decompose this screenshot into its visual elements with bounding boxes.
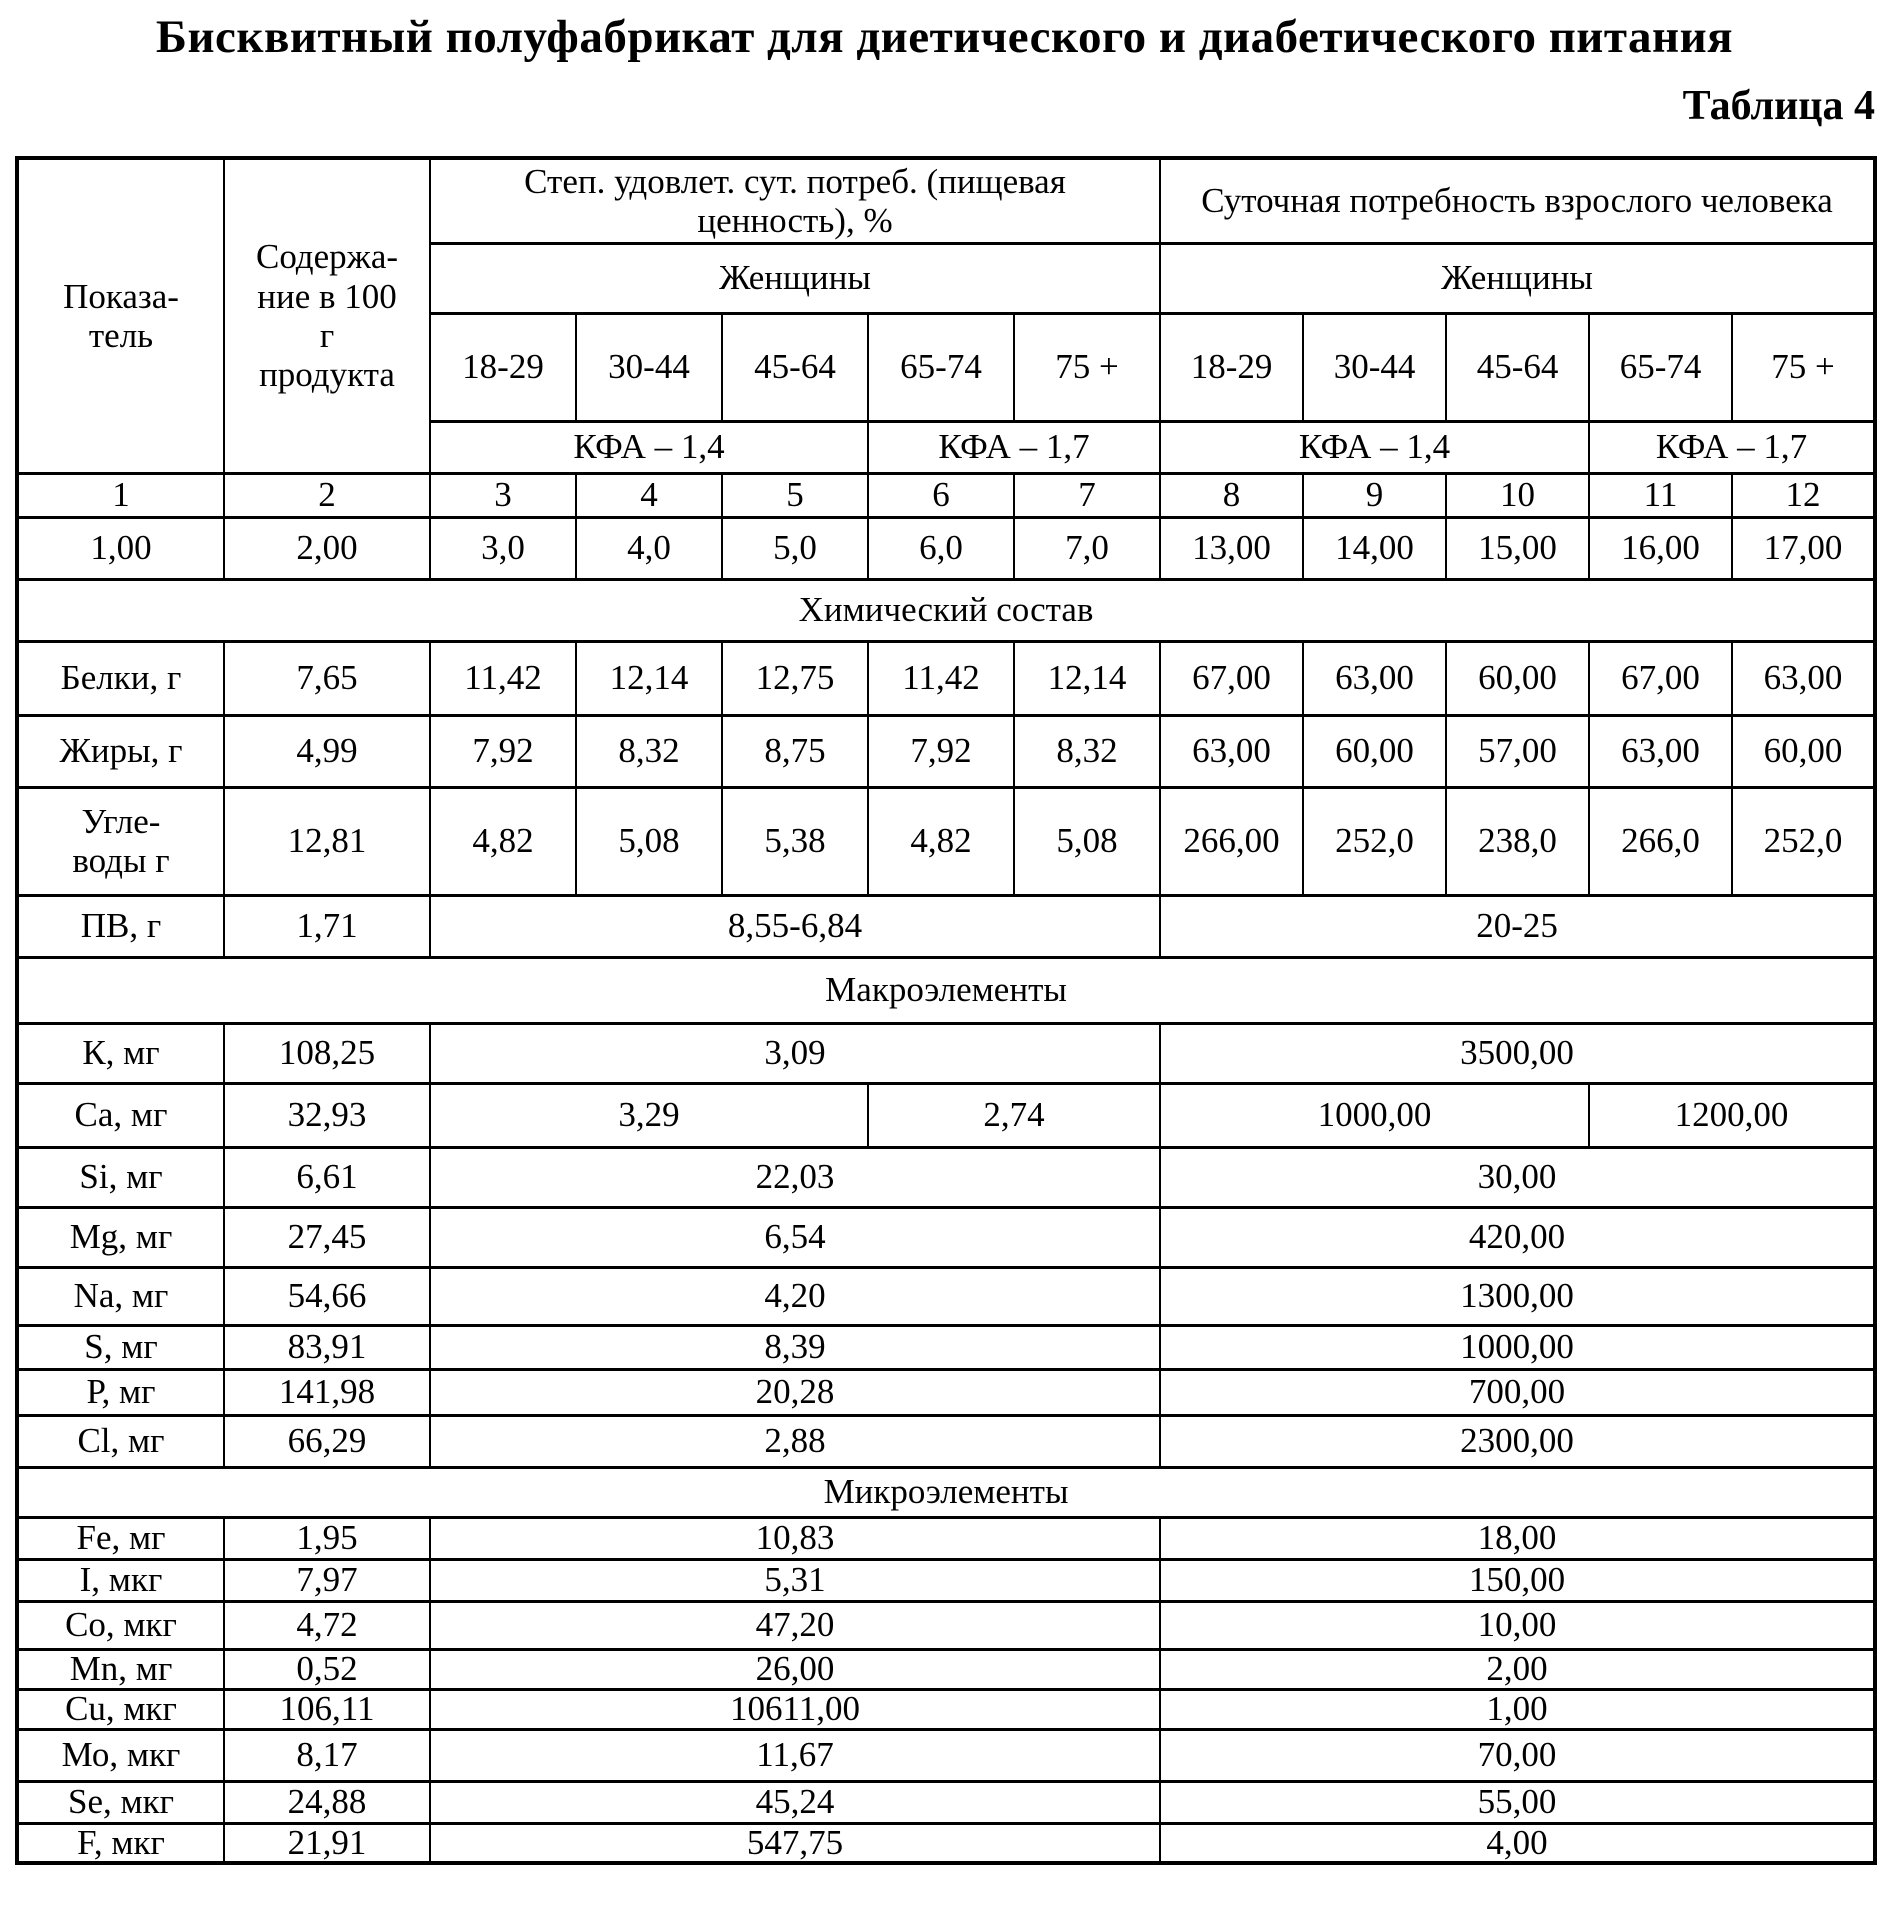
kfa-header: КФА – 1,7: [1589, 421, 1875, 473]
content-value-cell: 27,45: [224, 1207, 430, 1267]
value-cell: 7,92: [868, 715, 1014, 787]
value-cell: 67,00: [1589, 641, 1732, 715]
table-row-se: [17, 1781, 1875, 1823]
value-cell: 266,0: [1589, 787, 1732, 895]
span-value-cell: 1200,00: [1589, 1083, 1875, 1147]
column-code-cell: 14,00: [1303, 517, 1446, 579]
value-cell: 266,00: [1160, 787, 1303, 895]
span-value-cell: 55,00: [1160, 1781, 1875, 1823]
value-cell: 63,00: [1160, 715, 1303, 787]
value-cell: 7,92: [430, 715, 576, 787]
column-code-cell: 6,0: [868, 517, 1014, 579]
column-number-cell: 5: [722, 473, 868, 517]
document-title: Бисквитный полуфабрикат для диетического и диабетического питания: [155, 11, 1734, 63]
content-value-cell: 1,95: [224, 1517, 430, 1559]
age-header: 30-44: [576, 313, 722, 421]
span-value-cell: 20,28: [430, 1369, 1160, 1415]
content-value-cell: 4,99: [224, 715, 430, 787]
value-cell: 63,00: [1732, 641, 1875, 715]
span-value-cell: 30,00: [1160, 1147, 1875, 1207]
row-label-cell: Со, мкг: [17, 1601, 224, 1649]
span-value-cell: 547,75: [430, 1823, 1160, 1863]
table-row-cu: [17, 1689, 1875, 1729]
age-header: 18-29: [430, 313, 576, 421]
value-cell: 8,32: [1014, 715, 1160, 787]
value-cell: 5,38: [722, 787, 868, 895]
span-value-cell: 2,74: [868, 1083, 1160, 1147]
table-row-mg: [17, 1207, 1875, 1267]
span-value-cell: 18,00: [1160, 1517, 1875, 1559]
table-row-cl: [17, 1415, 1875, 1467]
section-header-chemical: Химический состав: [17, 579, 1875, 641]
content-value-cell: 4,72: [224, 1601, 430, 1649]
column-number-cell: 8: [1160, 473, 1303, 517]
row-label-cell: Мо, мкг: [17, 1729, 224, 1781]
women-header-left: Женщины: [430, 243, 1160, 313]
column-code-cell: 1,00: [17, 517, 224, 579]
span-value-cell: 2,00: [1160, 1649, 1875, 1689]
column-code-cell: 4,0: [576, 517, 722, 579]
span-value-cell: 2300,00: [1160, 1415, 1875, 1467]
column-numbers-row: [17, 473, 1875, 517]
column-code-cell: 15,00: [1446, 517, 1589, 579]
age-header: 75 +: [1732, 313, 1875, 421]
column-number-cell: 12: [1732, 473, 1875, 517]
age-header: 45-64: [722, 313, 868, 421]
content-value-cell: 7,65: [224, 641, 430, 715]
content-value-cell: 141,98: [224, 1369, 430, 1415]
span-value-cell: 5,31: [430, 1559, 1160, 1601]
column-number-cell: 10: [1446, 473, 1589, 517]
column-number-cell: 9: [1303, 473, 1446, 517]
column-number-cell: 6: [868, 473, 1014, 517]
satisfaction-group-header: Степ. удовлет. сут. потреб. (пищевая ценность), %: [430, 158, 1160, 243]
span-value-cell: 3500,00: [1160, 1023, 1875, 1083]
row-label-cell: Se, мкг: [17, 1781, 224, 1823]
table-row-i: [17, 1559, 1875, 1601]
section-row-chemical: [17, 579, 1875, 641]
row-label-cell: Cl, мг: [17, 1415, 224, 1467]
content-value-cell: 6,61: [224, 1147, 430, 1207]
span-value-cell: 8,39: [430, 1325, 1160, 1369]
span-value-cell: 10,00: [1160, 1601, 1875, 1649]
column-code-cell: 2,00: [224, 517, 430, 579]
value-cell: 12,14: [576, 641, 722, 715]
row-label-cell: I, мкг: [17, 1559, 224, 1601]
section-header-micro: Микроэлементы: [17, 1467, 1875, 1517]
value-cell: 4,82: [868, 787, 1014, 895]
column-code-cell: 13,00: [1160, 517, 1303, 579]
table-row-si: [17, 1147, 1875, 1207]
value-cell: 63,00: [1303, 641, 1446, 715]
content-value-cell: 106,11: [224, 1689, 430, 1729]
table-row-k: [17, 1023, 1875, 1083]
value-cell: 5,08: [576, 787, 722, 895]
nutrition-table: [15, 156, 1877, 1865]
span-value-cell: 700,00: [1160, 1369, 1875, 1415]
span-value-cell: 6,54: [430, 1207, 1160, 1267]
table-row-zhiry: [17, 715, 1875, 787]
section-row-micro: [17, 1467, 1875, 1517]
span-value-cell: 10,83: [430, 1517, 1160, 1559]
header-row-groups: [17, 158, 1875, 243]
column-number-cell: 1: [17, 473, 224, 517]
value-cell: 252,0: [1732, 787, 1875, 895]
age-header: 18-29: [1160, 313, 1303, 421]
kfa-header: КФА – 1,4: [430, 421, 868, 473]
content-header: Содержа- ние в 100 г продукта: [224, 158, 430, 473]
table-number-label: Таблица 4: [1682, 83, 1875, 129]
span-value-cell: 3,09: [430, 1023, 1160, 1083]
table-row-mn: [17, 1649, 1875, 1689]
column-codes-row: [17, 517, 1875, 579]
value-cell: 11,42: [430, 641, 576, 715]
row-label-cell: Cu, мкг: [17, 1689, 224, 1729]
women-header-right: Женщины: [1160, 243, 1875, 313]
value-cell: 60,00: [1732, 715, 1875, 787]
age-header: 65-74: [1589, 313, 1732, 421]
span-value-cell: 3,29: [430, 1083, 868, 1147]
section-row-macro: [17, 957, 1875, 1023]
span-value-cell: 20-25: [1160, 895, 1875, 957]
span-value-cell: 47,20: [430, 1601, 1160, 1649]
row-label-cell: ПВ, г: [17, 895, 224, 957]
row-label-cell: Р, мг: [17, 1369, 224, 1415]
age-header: 30-44: [1303, 313, 1446, 421]
span-value-cell: 1300,00: [1160, 1267, 1875, 1325]
value-cell: 4,82: [430, 787, 576, 895]
column-code-cell: 7,0: [1014, 517, 1160, 579]
table-row-mo: [17, 1729, 1875, 1781]
content-value-cell: 83,91: [224, 1325, 430, 1369]
span-value-cell: 8,55-6,84: [430, 895, 1160, 957]
span-value-cell: 22,03: [430, 1147, 1160, 1207]
row-label-cell: Mg, мг: [17, 1207, 224, 1267]
table-row-uglevody: [17, 787, 1875, 895]
span-value-cell: 11,67: [430, 1729, 1160, 1781]
table-row-pv: [17, 895, 1875, 957]
row-label-cell: Si, мг: [17, 1147, 224, 1207]
table-row-f: [17, 1823, 1875, 1863]
column-code-cell: 16,00: [1589, 517, 1732, 579]
value-cell: 12,75: [722, 641, 868, 715]
span-value-cell: 26,00: [430, 1649, 1160, 1689]
section-header-macro: Макроэлементы: [17, 957, 1875, 1023]
span-value-cell: 420,00: [1160, 1207, 1875, 1267]
daily-need-group-header: Суточная потребность взрослого человека: [1160, 158, 1875, 243]
row-label-cell: S, мг: [17, 1325, 224, 1369]
value-cell: 8,32: [576, 715, 722, 787]
content-value-cell: 7,97: [224, 1559, 430, 1601]
row-label-cell: Жиры, г: [17, 715, 224, 787]
span-value-cell: 1000,00: [1160, 1083, 1589, 1147]
column-code-cell: 17,00: [1732, 517, 1875, 579]
content-value-cell: 21,91: [224, 1823, 430, 1863]
value-cell: 12,14: [1014, 641, 1160, 715]
kfa-header: КФА – 1,7: [868, 421, 1160, 473]
content-value-cell: 54,66: [224, 1267, 430, 1325]
value-cell: 57,00: [1446, 715, 1589, 787]
value-cell: 5,08: [1014, 787, 1160, 895]
value-cell: 60,00: [1303, 715, 1446, 787]
value-cell: 11,42: [868, 641, 1014, 715]
column-number-cell: 7: [1014, 473, 1160, 517]
kfa-header: КФА – 1,4: [1160, 421, 1589, 473]
span-value-cell: 70,00: [1160, 1729, 1875, 1781]
span-value-cell: 1000,00: [1160, 1325, 1875, 1369]
table-row-na: [17, 1267, 1875, 1325]
content-value-cell: 12,81: [224, 787, 430, 895]
age-header: 65-74: [868, 313, 1014, 421]
value-cell: 252,0: [1303, 787, 1446, 895]
value-cell: 60,00: [1446, 641, 1589, 715]
indicator-header: Показа- тель: [17, 158, 224, 473]
span-value-cell: 4,00: [1160, 1823, 1875, 1863]
content-value-cell: 66,29: [224, 1415, 430, 1467]
span-value-cell: 4,20: [430, 1267, 1160, 1325]
table-row-ca: [17, 1083, 1875, 1147]
column-number-cell: 3: [430, 473, 576, 517]
content-value-cell: 32,93: [224, 1083, 430, 1147]
span-value-cell: 45,24: [430, 1781, 1160, 1823]
age-header: 45-64: [1446, 313, 1589, 421]
row-label-cell: Na, мг: [17, 1267, 224, 1325]
value-cell: 67,00: [1160, 641, 1303, 715]
row-label-cell: К, мг: [17, 1023, 224, 1083]
content-value-cell: 1,71: [224, 895, 430, 957]
table-row-belki: [17, 641, 1875, 715]
table-row-p: [17, 1369, 1875, 1415]
value-cell: 8,75: [722, 715, 868, 787]
content-value-cell: 24,88: [224, 1781, 430, 1823]
content-value-cell: 8,17: [224, 1729, 430, 1781]
column-number-cell: 4: [576, 473, 722, 517]
table-row-co: [17, 1601, 1875, 1649]
value-cell: 238,0: [1446, 787, 1589, 895]
row-label-cell: Угле- воды г: [17, 787, 224, 895]
row-label-cell: Fe, мг: [17, 1517, 224, 1559]
table-row-s: [17, 1325, 1875, 1369]
row-label-cell: Mn, мг: [17, 1649, 224, 1689]
column-code-cell: 5,0: [722, 517, 868, 579]
span-value-cell: 1,00: [1160, 1689, 1875, 1729]
row-label-cell: Са, мг: [17, 1083, 224, 1147]
age-header: 75 +: [1014, 313, 1160, 421]
content-value-cell: 0,52: [224, 1649, 430, 1689]
value-cell: 63,00: [1589, 715, 1732, 787]
span-value-cell: 2,88: [430, 1415, 1160, 1467]
row-label-cell: F, мкг: [17, 1823, 224, 1863]
span-value-cell: 150,00: [1160, 1559, 1875, 1601]
column-code-cell: 3,0: [430, 517, 576, 579]
content-value-cell: 108,25: [224, 1023, 430, 1083]
row-label-cell: Белки, г: [17, 641, 224, 715]
span-value-cell: 10611,00: [430, 1689, 1160, 1729]
column-number-cell: 2: [224, 473, 430, 517]
table-row-fe: [17, 1517, 1875, 1559]
column-number-cell: 11: [1589, 473, 1732, 517]
